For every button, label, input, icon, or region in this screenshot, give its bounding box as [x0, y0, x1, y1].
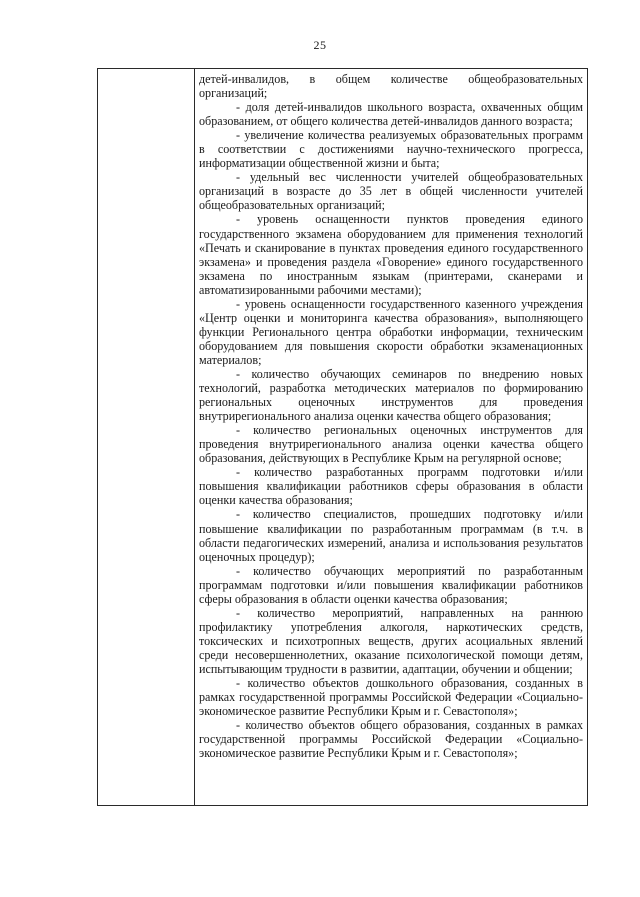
column-divider: [194, 69, 195, 805]
indicator-item: - количество мероприятий, направленных на раннюю профилактику употребления алкоголя, наркотических средств, токсических и психотропных веществ, других асоциальных явлений среди несовершеннолетних, оказание психологической помощи детям, испытывающим трудности в развитии, адаптации, обучении и общении;: [199, 605, 583, 676]
indicator-item: детей-инвалидов, в общем количестве общеобразовательных организаций;: [199, 72, 583, 101]
indicator-item: - доля детей-инвалидов школьного возраста, охваченных общим образованием, от общего количества детей-инвалидов данного возраста;: [199, 100, 583, 129]
page-number: 25: [313, 38, 327, 52]
indicator-item: - удельный вес численности учителей общеобразовательных организаций в возрасте до 35 лет в общей численности учителей общеобразовательных организаций;: [199, 170, 583, 213]
indicator-item: - количество специалистов, прошедших подготовку и/или повышение квалификации по разработанным программам (в т.ч. в области педагогических измерений, анализа и использования результатов оценочных процедур);: [199, 507, 583, 564]
indicator-item: - количество обучающих семинаров по внедрению новых технологий, разработка методических материалов по формированию региональных оценочных инструментов для проведения внутрирегионального анализа оценки качества общего образования;: [199, 366, 583, 424]
indicator-item: - уровень оснащенности государственного казенного учреждения «Центр оценки и мониторинга качества образования», выполняющего функции Регионального центра обработки информации, техническим оборудованием для повышения скорости обработки экзаменационных материалов;: [199, 296, 583, 367]
indicator-item: - количество обучающих мероприятий по разработанным программам подготовки и/или повышения квалификации работников сферы образования в области оценки качества образования;: [199, 563, 583, 606]
indicator-item: - уровень оснащенности пунктов проведения единого государственного экзамена оборудованием для применения технологий «Печать и сканирование в пунктах проведения единого государственного экзамена» и проведения раздела «Говорение» единого государственного экзамена по иностранным языкам (принтерами, сканерами и автоматизированными рабочими местами);: [199, 212, 583, 297]
indicator-item: - количество разработанных программ подготовки и/или повышения квалификации работников сферы образования в области оценки качества образования;: [199, 465, 583, 508]
indicators-cell: [199, 72, 583, 760]
indicators-table: [97, 68, 588, 806]
indicator-item: - количество объектов дошкольного образования, созданных в рамках государственной программы Российской Федерации «Социально-экономическое развитие Республики Крым и г. Севастополя»;: [199, 676, 583, 719]
indicator-item: - увеличение количества реализуемых образовательных программ в соответствии с достижениями научно-технического прогресса, информатизации общественной жизни и быта;: [199, 128, 583, 171]
indicator-item: - количество региональных оценочных инструментов для проведения внутрирегионального анализа оценки качества общего образования, действующих в Республике Крым на регулярной основе;: [199, 423, 583, 466]
indicator-item: - количество объектов общего образования, созданных в рамках государственной программы Российской Федерации «Социально-экономическое развитие Республики Крым и г. Севастополя»;: [199, 718, 583, 761]
